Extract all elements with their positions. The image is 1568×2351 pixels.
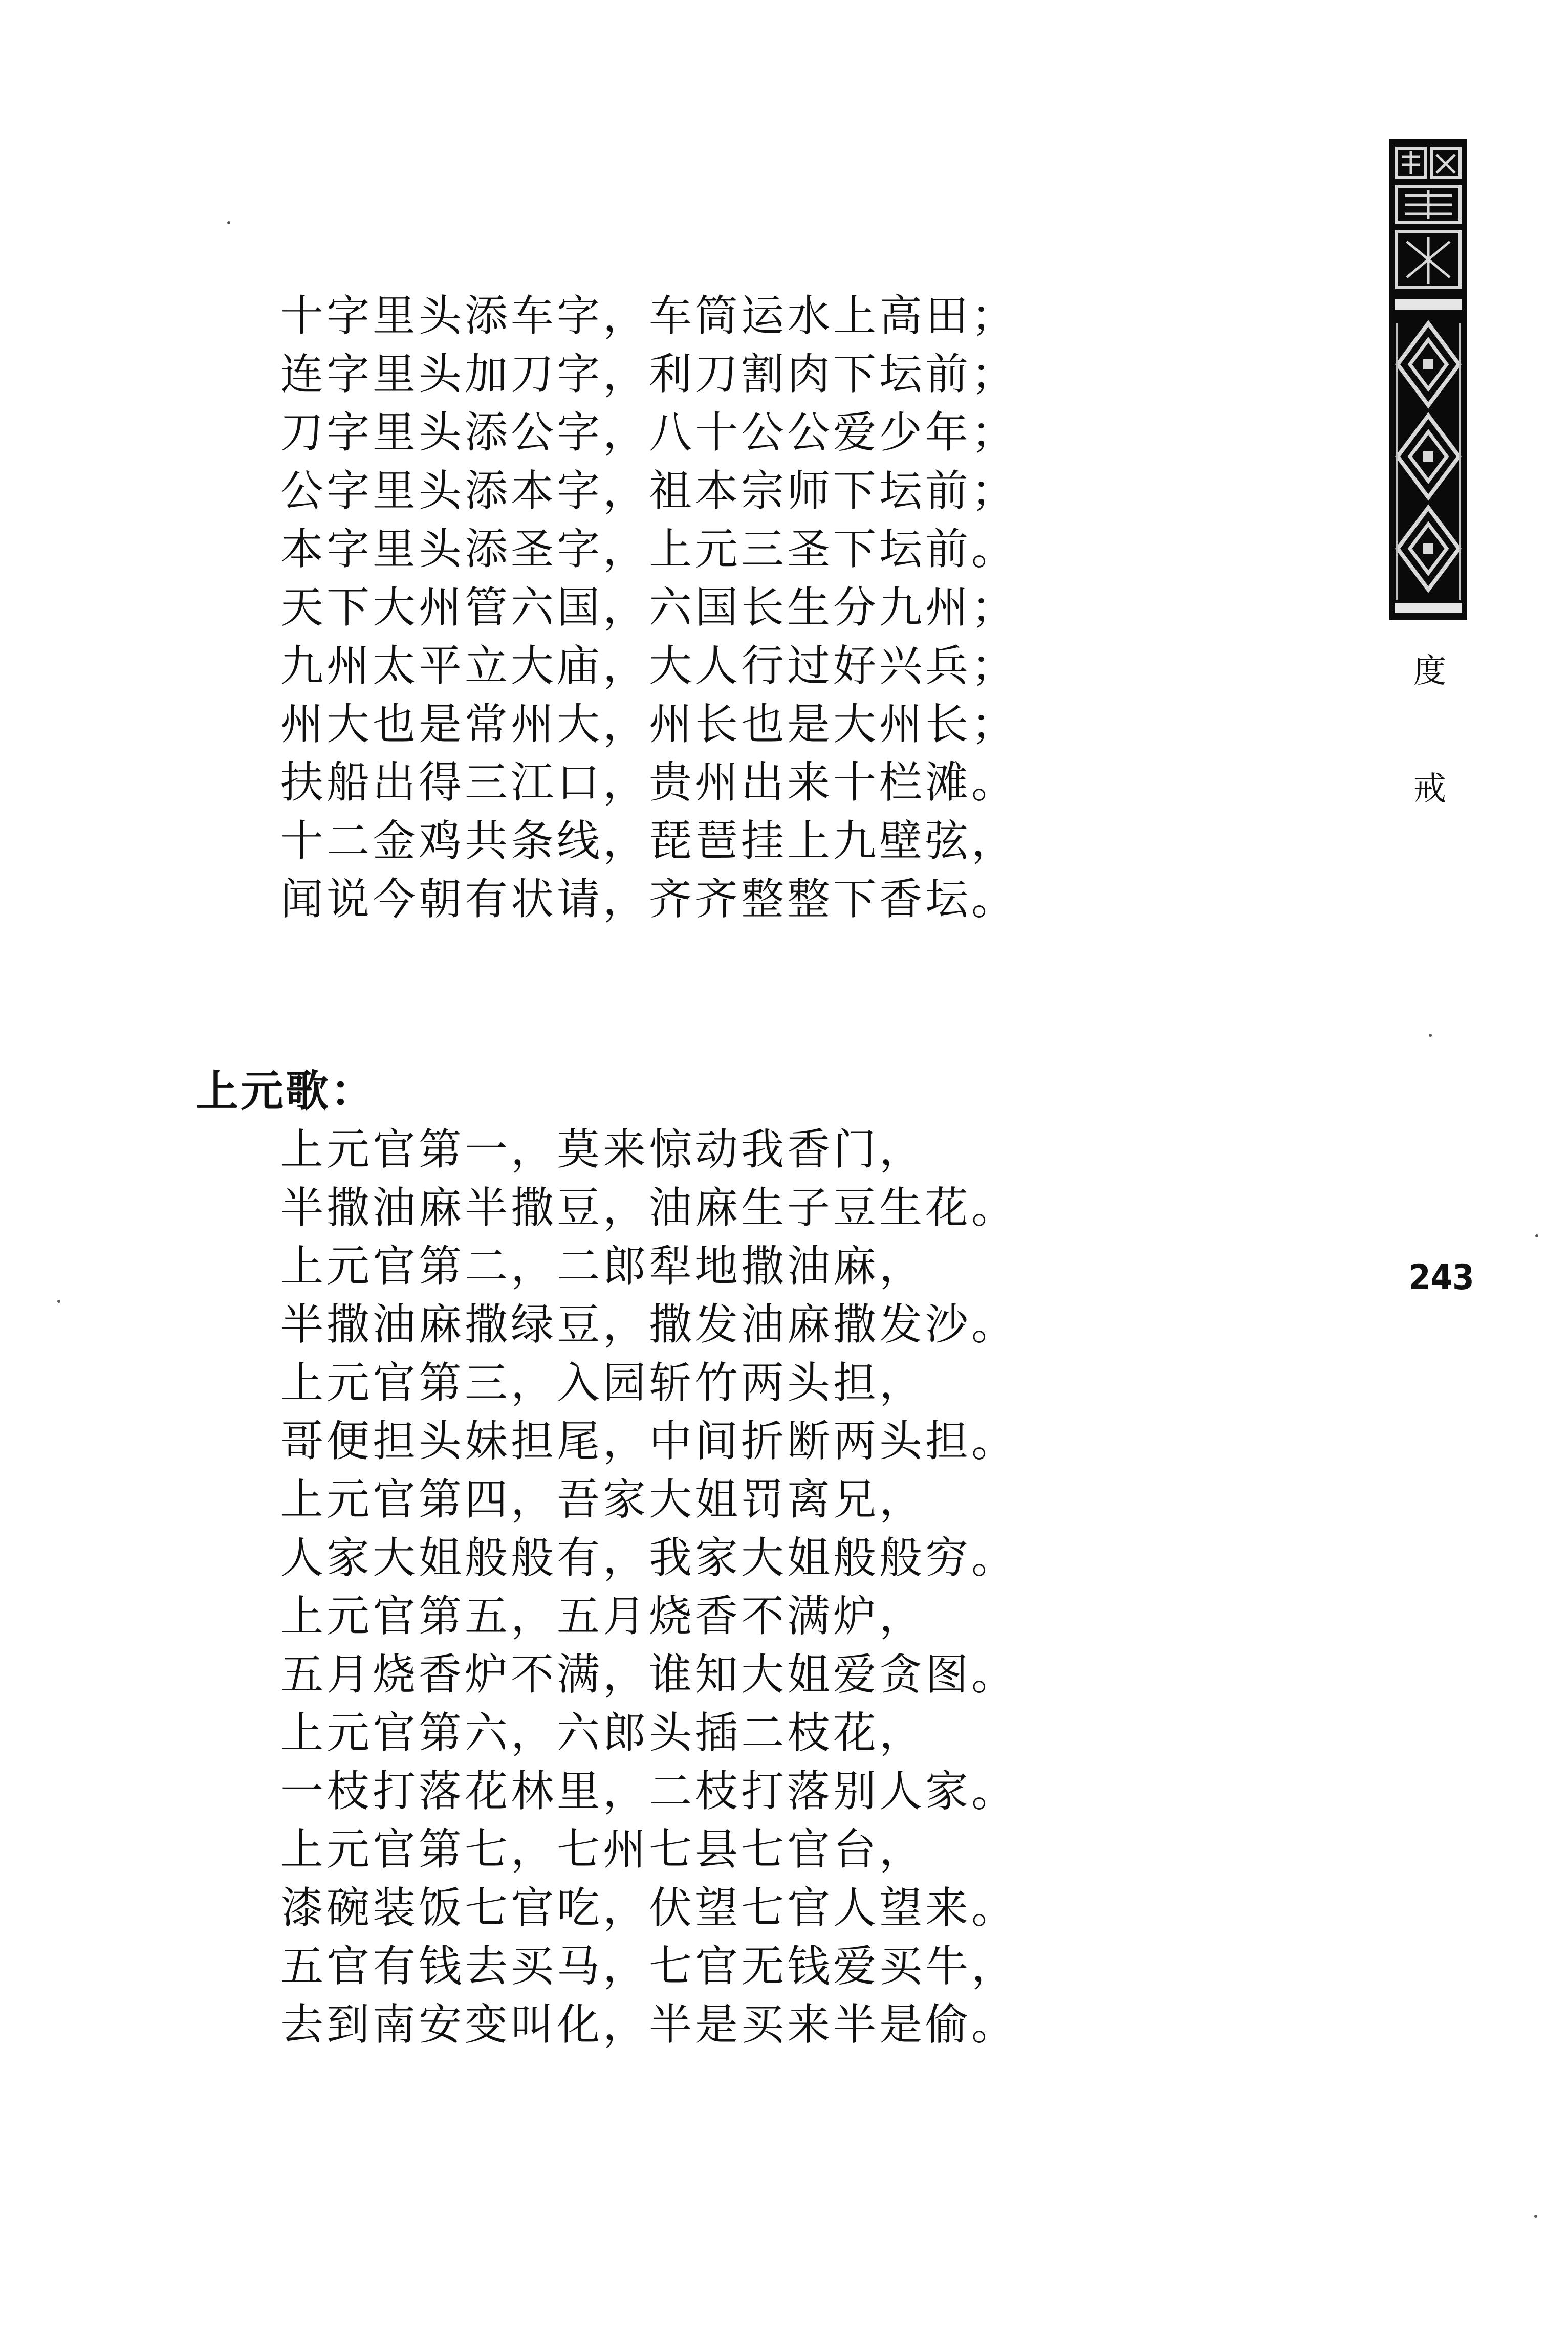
poem-line: 哥便担头妹担尾，中间折断两头担。 bbox=[280, 1416, 1018, 1466]
poem-line: 半撒油麻撒绿豆，撒发油麻撒发沙。 bbox=[280, 1299, 1018, 1349]
poem-line: 扶船出得三江口，贵州出来十栏滩。 bbox=[280, 757, 1018, 808]
poem-line: 去到南安变叫化，半是买来半是偷。 bbox=[280, 1999, 1018, 2050]
scan-speck bbox=[227, 221, 230, 224]
poem-line: 连字里头加刀字，利刀割肉下坛前； bbox=[280, 349, 1018, 399]
scan-speck bbox=[1534, 2215, 1537, 2218]
poem-line: 州大也是常州大，州长也是大州长； bbox=[280, 699, 1018, 749]
poem-one bbox=[280, 287, 1017, 928]
poem-line: 本字里头添圣字，上元三圣下坛前。 bbox=[280, 524, 1018, 574]
poem-line: 天下大州管六国，六国长生分九州； bbox=[280, 582, 1018, 633]
poem-line: 上元官第三，入园斩竹两头担， bbox=[280, 1358, 926, 1408]
poem-two bbox=[280, 1120, 1017, 2054]
poem-line: 九州太平立大庙，大人行过好兴兵； bbox=[280, 641, 1018, 691]
scan-speck bbox=[1429, 1034, 1432, 1037]
poem-line: 半撒油麻半撒豆，油麻生子豆生花。 bbox=[280, 1183, 1018, 1233]
poem-line: 公字里头添本字，祖本宗师下坛前； bbox=[280, 466, 1018, 516]
poem-line: 五官有钱去买马，七官无钱爱买牛， bbox=[280, 1941, 1018, 1991]
poem-line: 十二金鸡共条线，琵琶挂上九壁弦， bbox=[280, 816, 1018, 866]
side-label-bottom: 戒 bbox=[1413, 770, 1446, 808]
poem-line: 一枝打落花林里，二枝打落别人家。 bbox=[280, 1766, 1018, 1816]
scan-speck bbox=[1535, 1234, 1538, 1237]
poem-line: 人家大姐般般有，我家大姐般般穷。 bbox=[280, 1533, 1018, 1583]
poem-line: 漆碗装饭七官吃，伏望七官人望来。 bbox=[280, 1883, 1018, 1933]
poem-line: 刀字里头添公字，八十公公爱少年； bbox=[280, 407, 1018, 458]
section-heading: 上元歌： bbox=[195, 1066, 376, 1116]
poem-line: 上元官第一，莫来惊动我香门， bbox=[280, 1124, 926, 1174]
poem-line: 十字里头添车字，车筒运水上高田； bbox=[280, 291, 1018, 341]
side-ornament-icon bbox=[1389, 139, 1467, 620]
side-label-top: 度 bbox=[1413, 652, 1446, 690]
scan-speck bbox=[57, 1300, 60, 1303]
ornament-pattern-icon bbox=[1389, 139, 1467, 620]
page-number: 243 bbox=[1409, 1257, 1474, 1298]
poem-line: 上元官第四，吾家大姐罚离兄， bbox=[280, 1474, 926, 1525]
poem-line: 五月烧香炉不满，谁知大姐爱贪图。 bbox=[280, 1649, 1018, 1700]
poem-line: 闻说今朝有状请，齐齐整整下香坛。 bbox=[280, 874, 1018, 924]
poem-line: 上元官第七，七州七县七官台， bbox=[280, 1824, 926, 1875]
poem-line: 上元官第二，二郎犁地撒油麻， bbox=[280, 1241, 926, 1291]
poem-line: 上元官第六，六郎头插二枝花， bbox=[280, 1708, 926, 1758]
poem-line: 上元官第五，五月烧香不满炉， bbox=[280, 1591, 926, 1641]
